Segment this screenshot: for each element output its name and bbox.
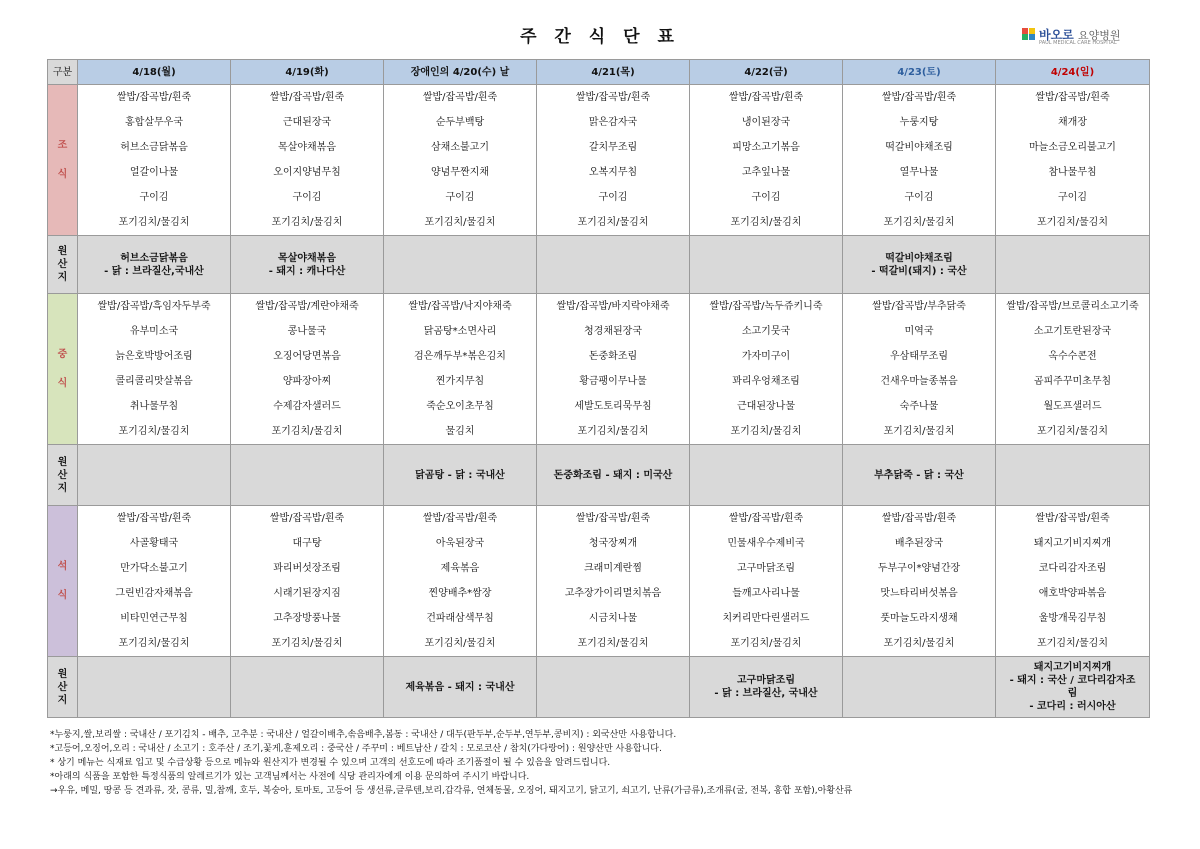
origin-cell — [231, 445, 384, 506]
menu-item: 가자미구이 — [741, 351, 791, 362]
menu-item: 제육볶음 — [440, 563, 480, 574]
menu-item: 쌀밥/잡곡밥/흰죽 — [422, 92, 498, 103]
menu-item: 콜리콜리맛살볶음 — [115, 376, 193, 387]
dinner-row — [48, 506, 1150, 657]
menu-item: 쌀밥/잡곡밥/흰죽 — [116, 92, 192, 103]
menu-item: 고추잎나물 — [741, 167, 791, 178]
menu-item: 사골황태국 — [129, 538, 179, 549]
menu-item: 구이김 — [139, 192, 169, 203]
menu-item: 쌀밥/잡곡밥/흰죽 — [269, 513, 345, 524]
menu-item: 쌀밥/잡곡밥/흰죽 — [1035, 92, 1110, 103]
menu-item: 구이김 — [751, 192, 781, 203]
menu-item: 세발도토리묵무침 — [574, 401, 652, 412]
menu-item: 고추장가이리멸치볶음 — [564, 588, 662, 599]
menu-item: 늙은호박방어조림 — [115, 351, 193, 362]
origin-line: - 닭 : 브라질산, 국내산 — [714, 688, 818, 699]
menu-item: 청경채된장국 — [584, 326, 642, 337]
menu-item: 포기김치/물김치 — [730, 426, 802, 437]
lunch-cell — [537, 294, 690, 445]
menu-item: 아욱된장국 — [435, 538, 485, 549]
origin-line: 고구마닭조림 — [737, 675, 795, 686]
menu-item: 포기김치/물김치 — [118, 426, 190, 437]
menu-item: 쌀밥/잡곡밥/흰죽 — [881, 513, 957, 524]
origin-cell — [537, 236, 690, 294]
origin-line: - 돼지 : 국산 / 코다리감자조 — [1009, 675, 1136, 686]
footnotes — [50, 728, 852, 798]
origin-cell — [843, 236, 996, 294]
breakfast-cell — [843, 85, 996, 236]
origin-label — [48, 445, 78, 506]
origin-label-char: 지 — [57, 482, 68, 494]
menu-item: 취나물무침 — [129, 401, 179, 412]
menu-item: 허브소금닭볶음 — [120, 142, 188, 153]
origin-cell — [537, 657, 690, 718]
logo-mark-icon — [1022, 28, 1036, 40]
menu-item: 꽈리우엉채조림 — [732, 376, 800, 387]
dinner-cell — [537, 506, 690, 657]
origin-label — [48, 236, 78, 294]
menu-item: 양파장아찌 — [282, 376, 332, 387]
menu-item: 청국장찌개 — [588, 538, 638, 549]
day-header: 4/21(목) — [537, 60, 690, 85]
menu-item: 채개장 — [1058, 117, 1087, 128]
meal-label-char: 조 — [57, 140, 68, 151]
origin-cell — [231, 657, 384, 718]
menu-item: 건파래삼색무침 — [426, 613, 494, 624]
origin-line: 돼지고기비지찌개 — [1033, 662, 1112, 673]
origin-line: 허브소금닭볶음 — [120, 252, 188, 264]
menu-item: 삼채소불고기 — [431, 142, 489, 153]
origin-cell — [690, 445, 843, 506]
origin-line: 림 — [1067, 688, 1078, 699]
menu-item: 포기김치/물김치 — [577, 217, 649, 228]
origin-cell — [78, 236, 231, 294]
breakfast-cell — [996, 85, 1150, 236]
menu-item: 건새우마늘종볶음 — [880, 376, 958, 387]
menu-item: 홍합살무우국 — [125, 117, 183, 128]
menu-item: 쌀밥/잡곡밥/흰죽 — [269, 92, 345, 103]
menu-item: 쌀밥/잡곡밥/흑임자두부죽 — [97, 301, 211, 312]
origin-cell — [384, 657, 537, 718]
menu-item: 쌀밥/잡곡밥/흰죽 — [1035, 513, 1110, 524]
dinner-cell — [231, 506, 384, 657]
menu-item: 쌀밥/잡곡밥/흰죽 — [881, 92, 957, 103]
lunch-cell — [996, 294, 1150, 445]
menu-item: 풋마늘도라지생채 — [880, 613, 958, 624]
breakfast-cell — [384, 85, 537, 236]
menu-item: 근대된장국 — [282, 117, 332, 128]
origin-cell — [231, 236, 384, 294]
menu-item: 비타민연근무침 — [120, 613, 188, 624]
menu-item: 포기김치/물김치 — [1037, 426, 1108, 437]
origin-line: 부추닭죽 - 닭 : 국산 — [874, 469, 964, 481]
origin-line: 목살야채볶음 — [278, 252, 336, 264]
menu-item: 근대된장나물 — [737, 401, 795, 412]
menu-item: 쌀밥/잡곡밥/낙지야채죽 — [408, 301, 512, 312]
menu-item: 숙주나물 — [899, 401, 939, 412]
menu-item: 맛느타리버섯볶음 — [880, 588, 958, 599]
menu-item: 구이김 — [292, 192, 322, 203]
menu-item: 포기김치/물김치 — [1037, 638, 1108, 649]
origin-label-char: 원 — [57, 456, 68, 468]
menu-item: 울방개묵김무침 — [1038, 613, 1107, 624]
menu-item: 쌀밥/잡곡밥/녹두쥬키니죽 — [709, 301, 823, 312]
menu-item: 갈치무조림 — [588, 142, 638, 153]
menu-item: 맑은감자국 — [588, 117, 638, 128]
menu-item: 쌀밥/잡곡밥/부추닭죽 — [872, 301, 966, 312]
menu-item: 월도프샐러드 — [1043, 401, 1102, 412]
menu-item: 포기김치/물김치 — [118, 638, 190, 649]
logo-tagline: PAUL MEDICAL CARE HOSPITAL — [1039, 40, 1117, 46]
menu-item: 오복지무침 — [588, 167, 638, 178]
menu-item: 황금팽이무나물 — [579, 376, 647, 387]
origin-label-char: 지 — [57, 272, 68, 283]
footnote: *고등어,오징어,오리 : 국내산 / 소고기 : 호주산 / 조기,꽃게,훈제오리 : 중국산 / 주꾸미 : 베트남산 / 갈치 : 모로코산 / 참치(가다랑어) : 원양산만 사용합니다. — [50, 744, 662, 754]
meal-label-char: 석 — [57, 561, 68, 572]
dinner-cell — [78, 506, 231, 657]
day-header: 4/22(금) — [690, 60, 843, 85]
menu-item: 미역국 — [904, 326, 934, 337]
breakfast-cell — [231, 85, 384, 236]
menu-item: 포기김치/물김치 — [271, 638, 343, 649]
menu-item: 쌀밥/잡곡밥/계란야채죽 — [255, 301, 359, 312]
menu-item: 참나물무침 — [1048, 167, 1097, 178]
menu-item: 배추된장국 — [894, 538, 944, 549]
menu-item: 쌀밥/잡곡밥/흰죽 — [422, 513, 498, 524]
menu-item: 물김치 — [445, 426, 475, 437]
menu-item: 유부미소국 — [129, 326, 179, 337]
menu-item: 닭곰탕*소면사리 — [423, 326, 497, 337]
breakfast-label — [48, 85, 78, 236]
menu-item: 고구마닭조림 — [737, 563, 795, 574]
menu-item: 돼지고기비지찌개 — [1033, 538, 1112, 549]
meal-label-char: 식 — [57, 590, 68, 601]
menu-item: 구이김 — [445, 192, 475, 203]
origin-line: 돈중화조림 - 돼지 : 미국산 — [553, 469, 673, 481]
menu-item: 쌀밥/잡곡밥/흰죽 — [728, 92, 804, 103]
menu-item: 열무나물 — [899, 167, 939, 178]
origin-line: - 떡갈비(돼지) : 국산 — [871, 265, 967, 277]
menu-item: 찐가지무침 — [435, 376, 485, 387]
origin-line: 제육볶음 - 돼지 : 국내산 — [405, 681, 515, 693]
menu-item: 두부구이*양념간장 — [877, 563, 961, 574]
menu-item: 포기김치/물김치 — [730, 217, 802, 228]
breakfast-cell — [78, 85, 231, 236]
origin-label-char: 산 — [57, 469, 68, 481]
origin-line: - 돼지 : 캐나다산 — [268, 265, 346, 277]
origin-cell — [384, 445, 537, 506]
menu-item: 옥수수콘전 — [1048, 351, 1097, 362]
menu-item: 포기김치/물김치 — [883, 426, 955, 437]
logo-text: 바오로 요양병원 — [1039, 28, 1121, 42]
breakfast-cell — [537, 85, 690, 236]
menu-item: 민물새우수제비국 — [727, 538, 805, 549]
page-title: 주 간 식 단 표 — [520, 27, 680, 47]
day-header: 4/19(화) — [231, 60, 384, 85]
menu-item: 떡갈비야채조림 — [885, 142, 953, 153]
menu-item: 시금치나물 — [588, 613, 638, 624]
origin-cell — [537, 445, 690, 506]
menu-item: 치커리만다린샐러드 — [722, 613, 810, 624]
day-header-saturday: 4/23(토) — [843, 60, 996, 85]
menu-item: 고추장방풍나물 — [273, 613, 341, 624]
menu-item: 목살야채볶음 — [278, 142, 336, 153]
lunch-cell — [384, 294, 537, 445]
lunch-cell — [78, 294, 231, 445]
origin-line: 닭곰탕 - 닭 : 국내산 — [415, 469, 505, 481]
menu-item: 소고기토란된장국 — [1033, 326, 1112, 337]
menu-item: 쌀밥/잡곡밥/흰죽 — [728, 513, 804, 524]
dinner-cell — [843, 506, 996, 657]
lunch-cell — [690, 294, 843, 445]
footnote: * 상기 메뉴는 식재료 입고 및 수급상황 등으로 메뉴와 원산지가 변경될 수 있으며 고객의 선호도에 따라 조기품절이 될 수 있음을 알려드립니다. — [50, 758, 611, 768]
menu-item: 콩나물국 — [287, 326, 327, 337]
menu-item: 포기김치/물김치 — [883, 217, 955, 228]
menu-item: 피망소고기볶음 — [732, 142, 800, 153]
breakfast-row — [48, 85, 1150, 236]
menu-item: 돈중화조림 — [588, 351, 638, 362]
menu-item: 쌀밥/잡곡밥/흰죽 — [575, 92, 651, 103]
menu-item: 마늘소금오리불고기 — [1029, 142, 1116, 153]
menu-item: 포기김치/물김치 — [118, 217, 190, 228]
menu-item: 구이김 — [1058, 192, 1087, 203]
menu-item: 포기김치/물김치 — [730, 638, 802, 649]
menu-item: 누룽지탕 — [899, 117, 939, 128]
footnote: *누룽지,쌀,보리쌀 : 국내산 / 포기김치 - 배추, 고추분 : 국내산 / 얼갈이배추,솎음배추,봄동 : 국내산 / 대두(판두부,순두부,연두부,콩비지) : 외국산만 사용합니다. — [50, 730, 677, 740]
breakfast-origin-row — [48, 236, 1150, 294]
origin-cell — [996, 236, 1150, 294]
menu-item: 소고기뭇국 — [741, 326, 791, 337]
origin-cell — [384, 236, 537, 294]
menu-item: 오징어당면볶음 — [273, 351, 341, 362]
meal-label-char: 중 — [57, 349, 68, 360]
dinner-origin-row — [48, 657, 1150, 718]
menu-item: 코다리감자조림 — [1038, 563, 1107, 574]
lunch-label — [48, 294, 78, 445]
menu-item: 크래미계란찜 — [584, 563, 642, 574]
origin-line: - 코다리 : 러시아산 — [1029, 701, 1116, 712]
origin-label-char: 원 — [57, 246, 68, 257]
lunch-row — [48, 294, 1150, 445]
origin-line: 떡갈비야채조림 — [885, 252, 953, 264]
category-header: 구분 — [48, 60, 78, 85]
origin-cell — [690, 657, 843, 718]
day-header-sunday: 4/24(일) — [996, 60, 1150, 85]
origin-label-char: 원 — [57, 668, 68, 680]
menu-item: 만가닥소불고기 — [120, 563, 188, 574]
menu-item: 대구탕 — [292, 538, 322, 549]
origin-cell — [996, 657, 1150, 718]
origin-cell — [843, 657, 996, 718]
menu-item: 꽈리버섯장조림 — [273, 563, 341, 574]
menu-item: 시래기된장지짐 — [273, 588, 341, 599]
menu-item: 냉이된장국 — [741, 117, 791, 128]
menu-item: 얼갈이나물 — [129, 167, 179, 178]
menu-item: 구이김 — [904, 192, 934, 203]
menu-item: 수제감자샐러드 — [273, 401, 341, 412]
menu-item: 오이지양념무침 — [273, 167, 341, 178]
menu-table — [47, 59, 1150, 718]
menu-item: 포기김치/물김치 — [1037, 217, 1108, 228]
menu-item: 쌀밥/잡곡밥/흰죽 — [116, 513, 192, 524]
dinner-cell — [384, 506, 537, 657]
origin-cell — [690, 236, 843, 294]
menu-item: 쌀밥/잡곡밥/흰죽 — [575, 513, 651, 524]
menu-item: 포기김치/물김치 — [424, 638, 496, 649]
menu-item: 우삼태무조림 — [890, 351, 948, 362]
hospital-logo — [1022, 26, 1132, 46]
origin-cell — [78, 445, 231, 506]
menu-item: 쌀밥/잡곡밥/바지락야채죽 — [556, 301, 670, 312]
day-header: 4/18(월) — [78, 60, 231, 85]
dinner-label — [48, 506, 78, 657]
footnote: →우유, 메밀, 땅콩 등 견과류, 잣, 콩류, 밀,참깨, 호두, 복숭아, 토마토, 고등어 등 생선류,글루텐,보리,갑각류, 연체동물, 오징어, 돼지고기, 닭고기, 쇠고기, 난류(가금류),조개류(굴, 전복, 홍합 포함),아황산류 — [50, 786, 853, 796]
breakfast-cell — [690, 85, 843, 236]
origin-cell — [843, 445, 996, 506]
menu-item: 검은깨두부*볶은김치 — [414, 351, 506, 362]
menu-item: 포기김치/물김치 — [577, 426, 649, 437]
menu-item: 순두부백탕 — [435, 117, 485, 128]
menu-item: 쌀밥/잡곡밥/브로콜리소고기죽 — [1006, 301, 1139, 312]
menu-item: 포기김치/물김치 — [424, 217, 496, 228]
menu-item: 포기김치/물김치 — [271, 217, 343, 228]
lunch-cell — [231, 294, 384, 445]
origin-line: - 닭 : 브라질산,국내산 — [104, 265, 204, 277]
meal-label-char: 식 — [57, 169, 68, 180]
header-row — [48, 60, 1150, 85]
menu-item: 구이김 — [598, 192, 628, 203]
dinner-cell — [996, 506, 1150, 657]
menu-item: 찐양배추*쌈장 — [428, 588, 492, 599]
day-header: 장애인의 4/20(수) 날 — [384, 60, 537, 85]
lunch-cell — [843, 294, 996, 445]
meal-label-char: 식 — [57, 378, 68, 389]
menu-item: 애호박양파볶음 — [1038, 588, 1107, 599]
origin-cell — [78, 657, 231, 718]
menu-item: 죽순오이초무침 — [426, 401, 494, 412]
menu-item: 들깨고사리나물 — [732, 588, 800, 599]
menu-item: 양념무짠지채 — [431, 167, 489, 178]
menu-item: 포기김치/물김치 — [577, 638, 649, 649]
menu-item: 포기김치/물김치 — [883, 638, 955, 649]
origin-label — [48, 657, 78, 718]
origin-cell — [996, 445, 1150, 506]
lunch-origin-row — [48, 445, 1150, 506]
menu-item: 그린빈감자채볶음 — [115, 588, 193, 599]
origin-label-char: 산 — [57, 681, 68, 693]
menu-item: 곰피주꾸미초무침 — [1033, 376, 1112, 387]
footnote: *아래의 식품을 포함한 특정식품의 알레르기가 있는 고객님께서는 사전에 식당 관리자에게 이용 문의하여 주시기 바랍니다. — [50, 772, 530, 782]
origin-label-char: 지 — [57, 694, 68, 706]
menu-item: 포기김치/물김치 — [271, 426, 343, 437]
dinner-cell — [690, 506, 843, 657]
origin-label-char: 산 — [57, 259, 68, 270]
